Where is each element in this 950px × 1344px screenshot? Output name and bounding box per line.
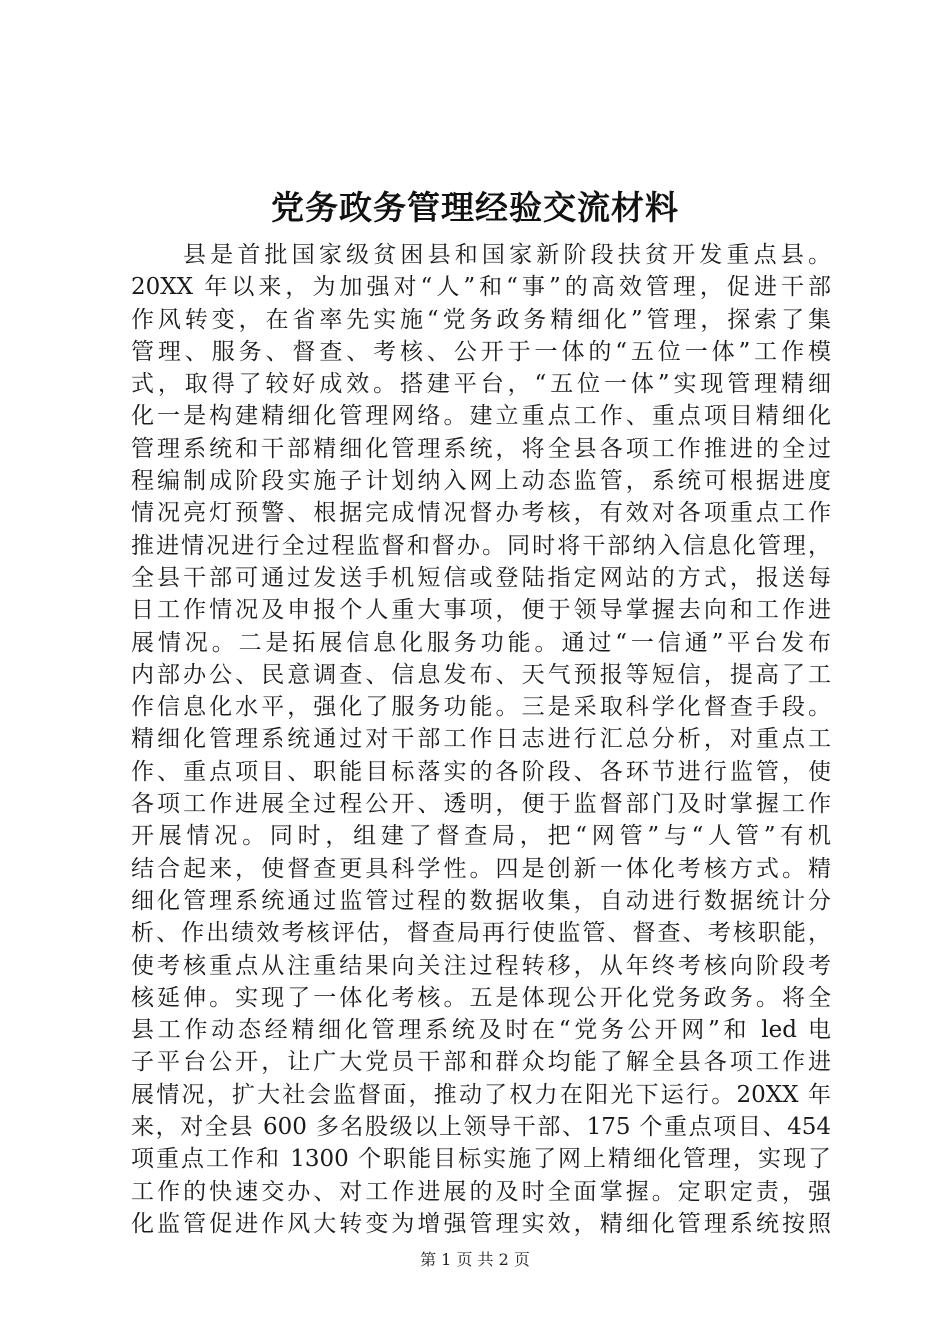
- body-line: 情况亮灯预警、根据完成情况督办考核，有效对各项重点工作: [131, 500, 831, 527]
- page-footer: 第 1 页 共 2 页: [420, 1250, 530, 1269]
- body-line: 子平台公开，让广大党员干部和群众均能了解全县各项工作进: [131, 1049, 831, 1076]
- body-line: 展情况。二是拓展信息化服务功能。通过“一信通”平台发布: [131, 629, 831, 656]
- body-line: 全县干部可通过发送手机短信或登陆指定网站的方式，报送每: [131, 564, 831, 591]
- body-line: 化一是构建精细化管理网络。建立重点工作、重点项目精细化: [131, 403, 831, 430]
- document-title: 党务政务管理经验交流材料: [271, 188, 679, 227]
- body-line: 开展情况。同时，组建了督查局，把“网管”与“人管”有机: [131, 823, 831, 850]
- body-line: 析、作出绩效考核评估，督查局再行使监管、督查、考核职能，: [131, 920, 831, 947]
- body-line: 化监管促进作风大转变为增强管理实效，精细化管理系统按照: [131, 1210, 831, 1237]
- body-line: 日工作情况及申报个人重大事项，便于领导掌握去向和工作进: [131, 597, 831, 624]
- body-line: 展情况，扩大社会监督面，推动了权力在阳光下运行。20XX 年: [131, 1081, 831, 1108]
- body-line: 工作的快速交办、对工作进展的及时全面掌握。定职定责，强: [131, 1178, 831, 1205]
- body-line: 各项工作进展全过程公开、透明，便于监督部门及时掌握工作: [131, 791, 831, 818]
- body-line: 内部办公、民意调查、信息发布、天气预报等短信，提高了工: [131, 661, 831, 688]
- body-line: 使考核重点从注重结果向关注过程转移，从年终考核向阶段考: [131, 952, 831, 979]
- body-line: 县是首批国家级贫困县和国家新阶段扶贫开发重点县。: [183, 242, 831, 268]
- document-body: [131, 239, 831, 1240]
- body-line: 推进情况进行全过程监督和督办。同时将干部纳入信息化管理，: [131, 532, 831, 559]
- body-line: 细化管理系统通过监管过程的数据收集，自动进行数据统计分: [131, 887, 831, 914]
- body-line: 项重点工作和 1300 个职能目标实施了网上精细化管理，实现了: [131, 1146, 831, 1173]
- body-line: 核延伸。实现了一体化考核。五是体现公开化党务政务。将全: [131, 984, 831, 1011]
- body-line: 结合起来，使督查更具科学性。四是创新一体化考核方式。精: [131, 855, 831, 882]
- body-line: 管理系统和干部精细化管理系统，将全县各项工作推进的全过: [131, 435, 831, 462]
- body-line: 精细化管理系统通过对干部工作日志进行汇总分析，对重点工: [131, 726, 831, 753]
- body-line: 程编制成阶段实施子计划纳入网上动态监管，系统可根据进度: [131, 468, 831, 495]
- body-line: 来，对全县 600 多名股级以上领导干部、175 个重点项目、454: [131, 1114, 831, 1141]
- body-line: 县工作动态经精细化管理系统及时在“党务公开网”和 led 电: [131, 1017, 831, 1044]
- body-line: 式，取得了较好成效。搭建平台，“五位一体”实现管理精细: [131, 371, 831, 398]
- body-line: 作、重点项目、职能目标落实的各阶段、各环节进行监管，使: [131, 758, 831, 785]
- body-line: 20XX 年以来，为加强对“人”和“事”的高效管理，促进干部: [131, 274, 831, 301]
- body-line: 作信息化水平，强化了服务功能。三是采取科学化督查手段。: [131, 694, 831, 721]
- body-line: 管理、服务、督查、考核、公开于一体的“五位一体”工作模: [131, 338, 831, 365]
- body-line: 作风转变，在省率先实施“党务政务精细化”管理，探索了集: [131, 306, 831, 333]
